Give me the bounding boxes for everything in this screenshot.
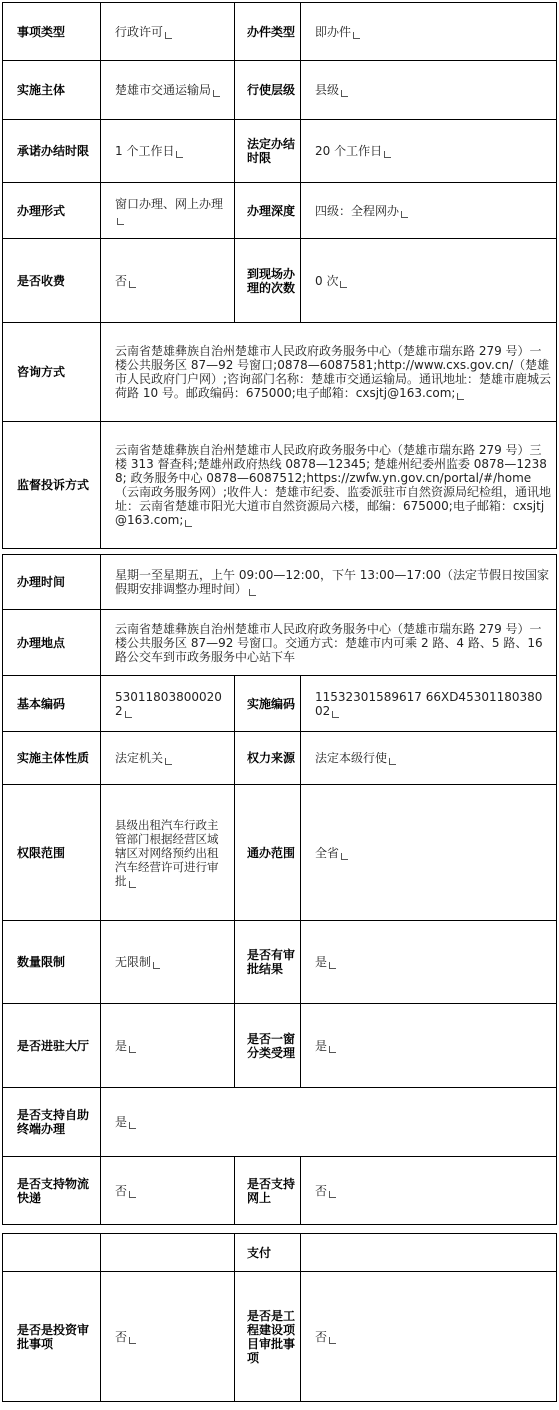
impl-code-value: 11532301589617 66XD45301180380 02: [301, 676, 557, 732]
consult-value: 云南省楚雄彝族自治州楚雄市人民政府政务服务中心（楚雄市瑞东路 279 号）一楼公共服务区 87—92 号窗口;0878—6087581;http://www.cxs.gov.cn/（楚雄市人民政府门户网）;咨询部门名称：楚雄市交通运输局。通讯地址：楚雄市鹿城云荷路 10 号。邮政编码：675000;电子邮箱：cxsjtj@163.com;: [101, 323, 557, 422]
subject-value: 楚雄市交通运输局: [101, 61, 235, 120]
handle-type-value: 即办件: [301, 3, 557, 61]
online-support-value: 否: [301, 1157, 557, 1225]
table-row: [3, 1157, 557, 1225]
paragraph-mark-icon: [176, 151, 183, 158]
table-row: [3, 676, 557, 732]
paragraph-mark-icon: [389, 758, 396, 765]
table-row: [3, 1234, 557, 1272]
paragraph-mark-icon: [329, 962, 336, 969]
paragraph-mark-icon: [129, 1337, 136, 1344]
one-window-label: 是否一窗分类受理: [235, 1004, 301, 1088]
paragraph-mark-icon: [353, 32, 360, 39]
impl-code-label: 实施编码: [235, 676, 301, 732]
subject-nature-value: 法定机关: [101, 732, 235, 785]
paragraph-mark-icon: [129, 281, 136, 288]
service-info-table-1: [2, 2, 557, 549]
quantity-limit-value: 无限制: [101, 921, 235, 1004]
approval-result-label: 是否有审批结果: [235, 921, 301, 1004]
general-scope-label: 通办范围: [235, 785, 301, 921]
paragraph-mark-icon: [341, 853, 348, 860]
handle-time-label: 办理时间: [3, 555, 101, 610]
approval-result-value: 是: [301, 921, 557, 1004]
level-value: 县级: [301, 61, 557, 120]
power-source-label: 权力来源: [235, 732, 301, 785]
basic-code-value: 530118038000202: [101, 676, 235, 732]
table-row: [3, 610, 557, 676]
empty-cell: [3, 1234, 101, 1272]
online-support-label: 是否支持网上: [235, 1157, 301, 1225]
level-label: 行使层级: [235, 61, 301, 120]
table-row: [3, 239, 557, 323]
paragraph-mark-icon: [125, 711, 132, 718]
table-row: [3, 323, 557, 422]
table-row: [3, 732, 557, 785]
visits-label: 到现场办理的次数: [235, 239, 301, 323]
table-row: [3, 422, 557, 549]
paragraph-mark-icon: [213, 90, 220, 97]
empty-cell: [101, 1234, 235, 1272]
power-scope-label: 权限范围: [3, 785, 101, 921]
paragraph-mark-icon: [329, 1046, 336, 1053]
handle-time-value: 星期一至星期五，上午 09:00—12:00，下午 13:00—17:00（法定节假日按国家假期安排调整办理时间）: [101, 555, 557, 610]
handle-place-value: 云南省楚雄彝族自治州楚雄市人民政府政务服务中心（楚雄市瑞东路 279 号）一楼公共服务区 87—92 号窗口。交通方式：楚雄市内可乘 2 路、4 路、5 路、16 路公交车到市政务服务中心站下车: [101, 610, 557, 676]
subject-label: 实施主体: [3, 61, 101, 120]
paragraph-mark-icon: [185, 520, 192, 527]
paragraph-mark-icon: [384, 151, 391, 158]
table-row: [3, 183, 557, 239]
paragraph-mark-icon: [457, 393, 464, 400]
power-scope-value: 县级出租汽车行政主管部门根据经营区域辖区对网络预约出租汽车经营许可进行审批: [101, 785, 235, 921]
paragraph-mark-icon: [329, 1191, 336, 1198]
paragraph-mark-icon: [401, 211, 408, 218]
enter-hall-label: 是否进驻大厅: [3, 1004, 101, 1088]
engineering-approval-value: 否: [301, 1272, 557, 1402]
basic-code-label: 基本编码: [3, 676, 101, 732]
item-type-value: 行政许可: [101, 3, 235, 61]
legal-time-value: 20 个工作日: [301, 120, 557, 183]
paragraph-mark-icon: [153, 962, 160, 969]
consult-label: 咨询方式: [3, 323, 101, 422]
payment-label: 支付: [235, 1234, 301, 1272]
service-info-table-3: [2, 1233, 557, 1402]
paragraph-mark-icon: [332, 711, 339, 718]
logistics-value: 否: [101, 1157, 235, 1225]
item-type-label: 事项类型: [3, 3, 101, 61]
fee-label: 是否收费: [3, 239, 101, 323]
table-row: [3, 61, 557, 120]
handle-depth-value: 四级：全程网办: [301, 183, 557, 239]
paragraph-mark-icon: [329, 1337, 336, 1344]
self-service-value: 是: [101, 1088, 557, 1157]
handle-place-label: 办理地点: [3, 610, 101, 676]
fee-value: 否: [101, 239, 235, 323]
subject-nature-label: 实施主体性质: [3, 732, 101, 785]
table-row: [3, 785, 557, 921]
legal-time-label: 法定办结时限: [235, 120, 301, 183]
paragraph-mark-icon: [117, 218, 124, 225]
paragraph-mark-icon: [129, 1191, 136, 1198]
investment-approval-label: 是否是投资审批事项: [3, 1272, 101, 1402]
complaint-label: 监督投诉方式: [3, 422, 101, 549]
handle-form-label: 办理形式: [3, 183, 101, 239]
handle-form-value: 窗口办理、网上办理: [101, 183, 235, 239]
general-scope-value: 全省: [301, 785, 557, 921]
complaint-value: 云南省楚雄彝族自治州楚雄市人民政府政务服务中心（楚雄市瑞东路 279 号）三楼 313 督查科;楚雄州政府热线 0878—12345; 楚雄州纪委州监委 0878—12388; 政务服务中心 0878—6087512;https://zwfw.yn.gov.cn/portal/#/home（云南政务服务网）;收件人：楚雄市纪委、监委派驻市自然资源局纪检组，通讯地址：云南省楚雄市阳光大道市自然资源局六楼，邮编：675000;电子邮箱：cxsjtj@163.com;: [101, 422, 557, 549]
enter-hall-value: 是: [101, 1004, 235, 1088]
table-row: [3, 120, 557, 183]
engineering-approval-label: 是否是工程建设项目审批事项: [235, 1272, 301, 1402]
paragraph-mark-icon: [340, 281, 347, 288]
investment-approval-value: 否: [101, 1272, 235, 1402]
paragraph-mark-icon: [165, 758, 172, 765]
table-row: [3, 1088, 557, 1157]
table-row: [3, 921, 557, 1004]
power-source-value: 法定本级行使: [301, 732, 557, 785]
paragraph-mark-icon: [129, 1046, 136, 1053]
table-row: [3, 3, 557, 61]
paragraph-mark-icon: [249, 589, 256, 596]
paragraph-mark-icon: [165, 32, 172, 39]
empty-cell: [301, 1234, 557, 1272]
table-row: [3, 555, 557, 610]
quantity-limit-label: 数量限制: [3, 921, 101, 1004]
visits-value: 0 次: [301, 239, 557, 323]
paragraph-mark-icon: [341, 90, 348, 97]
logistics-label: 是否支持物流快递: [3, 1157, 101, 1225]
table-row: [3, 1004, 557, 1088]
table-row: [3, 1272, 557, 1402]
handle-depth-label: 办理深度: [235, 183, 301, 239]
promise-time-label: 承诺办结时限: [3, 120, 101, 183]
one-window-value: 是: [301, 1004, 557, 1088]
promise-time-value: 1 个工作日: [101, 120, 235, 183]
service-info-table-2: [2, 554, 557, 1225]
self-service-label: 是否支持自助终端办理: [3, 1088, 101, 1157]
paragraph-mark-icon: [129, 1122, 136, 1129]
paragraph-mark-icon: [129, 881, 136, 888]
handle-type-label: 办件类型: [235, 3, 301, 61]
